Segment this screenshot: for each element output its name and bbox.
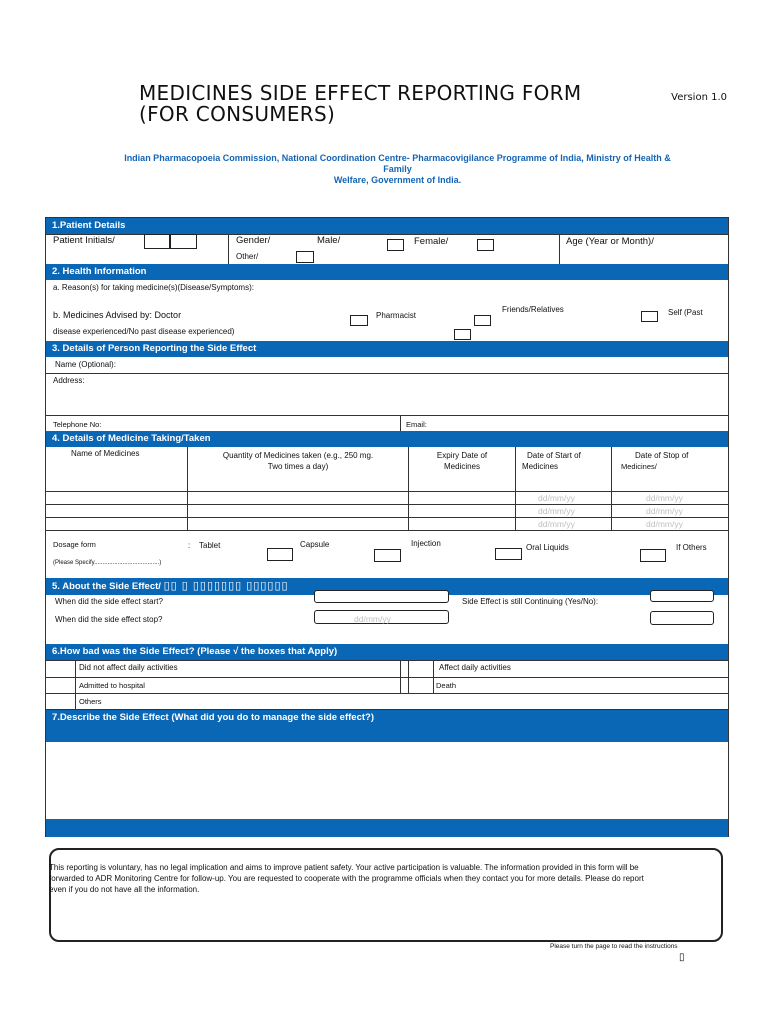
address-label: Address: xyxy=(53,376,85,385)
email-label: Email: xyxy=(406,420,427,429)
name-optional-label: Name (Optional): xyxy=(55,360,116,369)
section-6-header: 6.How bad was the Side Effect? (Please √ the boxes that Apply) xyxy=(46,644,728,660)
side-effect-start-label: When did the side effect start? xyxy=(55,597,163,606)
form-title xyxy=(139,83,581,125)
title-line-1: MEDICINES SIDE EFFECT REPORTING FORM xyxy=(139,81,582,105)
continuing-extra-input[interactable] xyxy=(650,611,714,625)
tablet-label: Tablet xyxy=(199,541,221,550)
if-others-label: If Others xyxy=(676,543,707,552)
col-expiry-header: Expiry Date of Medicines xyxy=(436,451,488,471)
advised-by-label: b. Medicines Advised by: Doctor xyxy=(53,310,182,320)
friends-relatives-label: Friends/Relatives xyxy=(502,305,564,314)
version-label: Version 1.0 xyxy=(671,92,727,103)
org-line-1: Indian Pharmacopoeia Commission, National Coordination Centre- Pharmacovigilance Programme of India, Ministry of Health & xyxy=(124,153,671,163)
footer-glyph: ▯ xyxy=(679,952,685,963)
injection-label: Injection xyxy=(411,539,441,548)
start-date-placeholder-1[interactable]: dd/mm/yy xyxy=(538,493,575,503)
side-effect-description-area[interactable] xyxy=(46,742,728,819)
capsule-label: Capsule xyxy=(300,540,330,549)
section-2-header: 2. Health Information xyxy=(46,264,728,280)
option-affect-daily: Affect daily activities xyxy=(439,663,511,672)
col-start-header: Date of Start of Medicines xyxy=(522,451,581,471)
capsule-checkbox[interactable] xyxy=(374,549,401,562)
start-date-placeholder-3[interactable]: dd/mm/yy xyxy=(538,519,575,529)
female-checkbox[interactable] xyxy=(477,239,494,251)
other-label: Other/ xyxy=(236,252,259,261)
pharmacist-checkbox[interactable] xyxy=(474,315,491,326)
male-checkbox[interactable] xyxy=(387,239,404,251)
section-5-header: 5. About the Side Effect/ ▯▯ ▯ ▯▯▯▯▯▯▯ ▯▯▯▯▯▯ xyxy=(46,578,728,595)
gender-label: Gender/ xyxy=(236,235,271,246)
male-label: Male/ xyxy=(317,235,341,246)
telephone-label: Telephone No: xyxy=(53,420,102,429)
start-date-placeholder-2[interactable]: dd/mm/yy xyxy=(538,506,575,516)
notice-line-1: This reporting is voluntary, has no legal implication and aims to improve patient safety. Your active participation is valuable. The information provided in this form will be xyxy=(49,863,639,872)
stop-date-placeholder-1[interactable]: dd/mm/yy xyxy=(646,493,683,503)
section-4-header: 4. Details of Medicine Taking/Taken xyxy=(46,431,728,447)
col-stop-header: Date of Stop of Medicines/ xyxy=(621,451,689,471)
section-3-header: 3. Details of Person Reporting the Side Effect xyxy=(46,341,728,357)
oral-liquids-label: Oral Liquids xyxy=(526,543,569,552)
option-others: Others xyxy=(79,697,102,706)
option-death: Death xyxy=(436,681,457,690)
self-checkbox[interactable] xyxy=(641,311,658,322)
side-effect-stop-label: When did the side effect stop? xyxy=(55,615,163,624)
stop-date-placeholder-3[interactable]: dd/mm/yy xyxy=(646,519,683,529)
dosage-colon: : xyxy=(188,541,191,550)
tablet-checkbox[interactable] xyxy=(267,548,293,561)
friends-checkbox[interactable] xyxy=(454,329,471,340)
stop-date-placeholder-2[interactable]: dd/mm/yy xyxy=(646,506,683,516)
side-effect-start-input[interactable] xyxy=(314,590,449,603)
section-1-header: 1.Patient Details xyxy=(46,218,728,234)
organization-text xyxy=(120,153,675,186)
injection-checkbox[interactable] xyxy=(495,548,522,560)
self-label: Self (Past xyxy=(668,308,703,317)
still-continuing-input[interactable] xyxy=(650,590,714,602)
age-label: Age (Year or Month)/ xyxy=(566,236,654,247)
patient-initials-label: Patient Initials/ xyxy=(53,235,115,246)
title-line-2: (FOR CONSUMERS) xyxy=(139,102,336,126)
patient-initials-box-2[interactable] xyxy=(170,234,197,249)
col-quantity-header: Quantity of Medicines taken (e.g., 250 mg. Two times a day) xyxy=(222,451,374,471)
doctor-checkbox[interactable] xyxy=(350,315,368,326)
other-checkbox[interactable] xyxy=(296,251,314,263)
still-continuing-label: Side Effect is still Continuing (Yes/No): xyxy=(462,597,599,606)
oral-liquids-checkbox[interactable] xyxy=(640,549,666,562)
report-form xyxy=(45,217,729,837)
notice-line-2: forwarded to ADR Monitoring Centre for follow-up. You are requested to cooperate with the programme officials when they contact you for more details. Please do report xyxy=(49,874,644,883)
stop-date-placeholder: dd/mm/yy xyxy=(354,614,391,624)
female-label: Female/ xyxy=(414,236,449,247)
notice-line-3: even if you do not have all the information. xyxy=(49,885,200,894)
voluntary-notice xyxy=(49,848,723,942)
col-name-header: Name of Medicines xyxy=(71,449,140,458)
option-no-effect: Did not affect daily activities xyxy=(79,663,178,672)
org-line-2: Family xyxy=(383,164,412,174)
patient-initials-box-1[interactable] xyxy=(144,234,170,249)
option-hospital: Admitted to hospital xyxy=(79,681,145,690)
please-specify-text: (Please Specify.......................................) xyxy=(53,560,162,566)
form-bottom-bar xyxy=(46,819,728,837)
section-7-header: 7.Describe the Side Effect (What did you do to manage the side effect?) xyxy=(46,710,728,742)
org-line-3: Welfare, Government of India. xyxy=(333,175,462,185)
reason-label: a. Reason(s) for taking medicine(s)(Disease/Symptoms): xyxy=(53,283,254,292)
dosage-form-label: Dosage form xyxy=(53,540,96,549)
turn-page-text: Please turn the page to read the instructions xyxy=(550,943,678,950)
self-label-continued: disease experienced/No past disease experienced) xyxy=(53,327,235,336)
pharmacist-label: Pharmacist xyxy=(376,311,417,320)
